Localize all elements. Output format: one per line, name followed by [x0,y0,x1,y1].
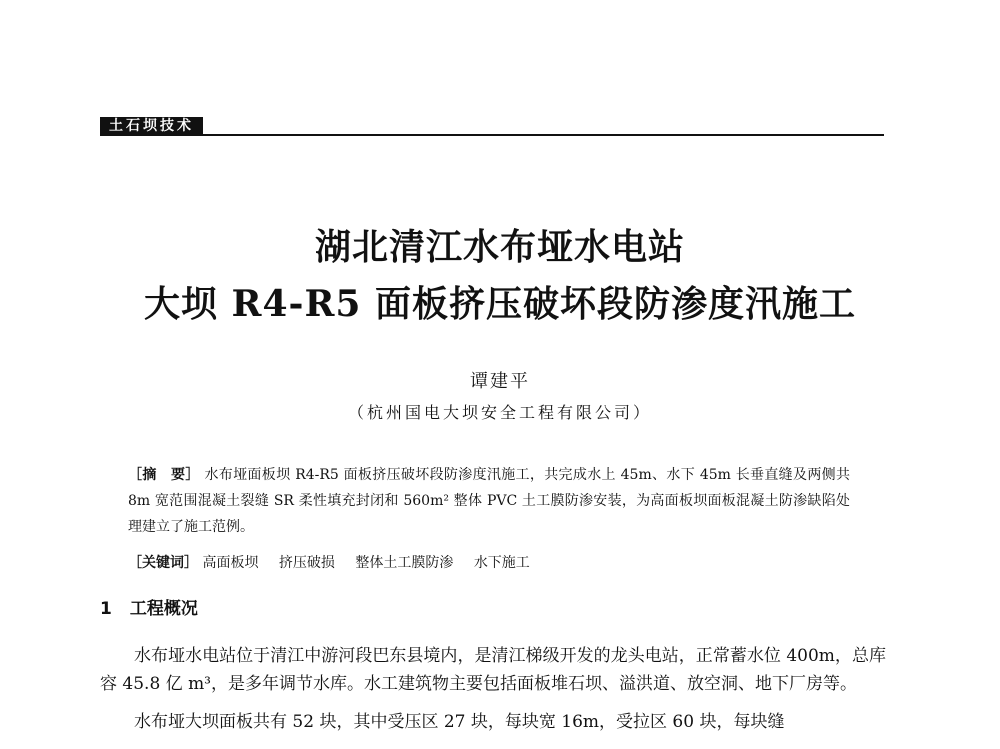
keyword-item: 水下施工 [473,555,530,571]
section-tag: 土石坝技术 [100,117,203,136]
paragraph: 水布垭水电站位于清江中游河段巴东县境内，是清江梯级开发的龙头电站，正常蓄水位 400m，总库容 45.8 亿 m³，是多年调节水库。水工建筑物主要包括面板堆石坝、溢洪道、放空洞、地下厂房等。 [100,646,886,694]
keywords-label: ［关键词］ [128,555,198,571]
author-name: 谭建平 [470,371,530,392]
paragraph-partial: 水布垭大坝面板共有 52 块，其中受压区 27 块，每块宽 16m，受拉区 60 块，每块缝 [134,712,785,732]
paper-title-line2: 大坝 R4-R5 面板挤压破坏段防渗度汛施工 [144,283,856,325]
author-affiliation: （杭州国电大坝安全工程有限公司） [347,403,652,422]
section-rule [100,134,884,136]
paper-title-line1: 湖北清江水布垭水电站 [314,226,685,268]
keywords [128,550,850,576]
abstract-label: ［摘 要］ [128,467,200,483]
section-heading [100,596,198,622]
abstract [128,462,850,540]
keyword-item: 整体土工膜防渗 [355,555,454,571]
section-title: 工程概况 [129,599,198,619]
body-text [100,642,886,736]
section-number: 1 [100,599,112,619]
abstract-text: 水布垭面板坝 R4-R5 面板挤压破坏段防渗度汛施工，共完成水上 45m、水下 45m 长垂直缝及两侧共 8m 宽范围混凝土裂缝 SR 柔性填充封闭和 560m² 整体 PVC 土工膜防渗安装，为高面板坝面板混凝土防渗缺陷处理建立了施工范例。 [128,467,851,535]
keyword-item: 挤压破损 [278,555,335,571]
keyword-item: 高面板坝 [202,555,259,571]
